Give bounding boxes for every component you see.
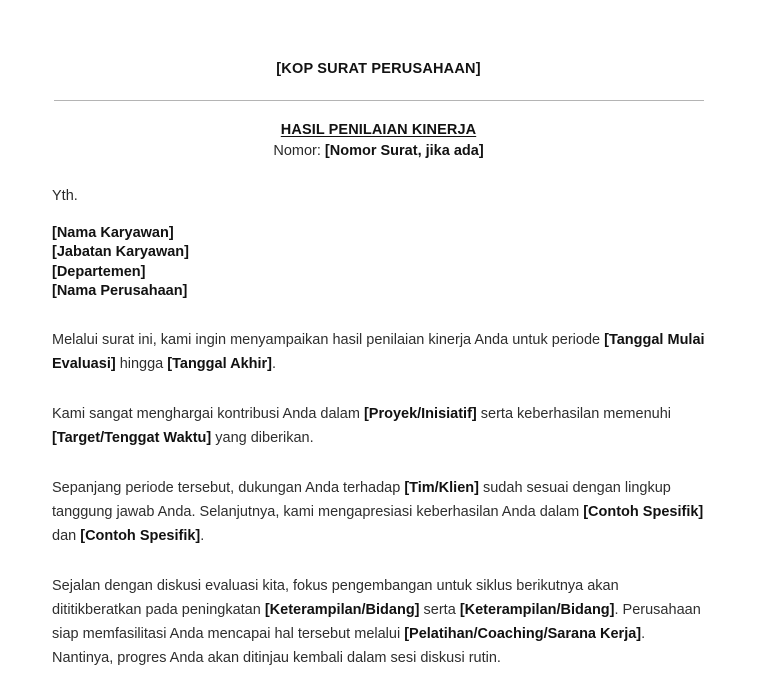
placeholder-start-date: [Tanggal Mulai Evaluasi] [52,331,705,372]
paragraph-4-text-3: . Perusahaan siap memfasilitasi Anda mencapai hal tersebut melalui [52,601,701,642]
document-number-line [52,141,705,162]
paragraph-1-text-2: hingga [115,355,168,372]
recipient-line-department: [Departemen] [52,263,146,280]
letterhead-placeholder: [KOP SURAT PERUSAHAAN] [276,61,481,77]
placeholder-specific-example-2: [Contoh Spesifik] [80,527,201,544]
body-paragraph-2 [52,402,705,450]
paragraph-4-text-1: Sejalan dengan diskusi evaluasi kita, fokus pengembangan untuk siklus berikutnya akan dititikberatkan pada peningkatan [52,577,619,618]
body-paragraph-1 [52,328,705,376]
header-divider [54,100,704,101]
paragraph-2-text-1: Kami sangat menghargai kontribusi Anda dalam [52,405,364,422]
placeholder-team-client: [Tim/Klien] [404,479,479,496]
placeholder-skill-area-2: [Keterampilan/Bidang] [459,601,615,618]
paragraph-1-text-3: . [272,355,277,372]
title-block [52,121,705,162]
paragraph-4-text-2: serta [419,601,460,618]
paragraph-3-text-3: dan [52,527,81,544]
placeholder-project: [Proyek/Inisiatif] [363,405,477,422]
paragraph-3-text-1: Sepanjang periode tersebut, dukungan Anda terhadap [52,479,405,496]
paragraph-3-text-4: . [200,527,205,544]
document-content [52,0,705,684]
paragraph-3-text-2: sudah sesuai dengan lingkup tanggung jawab Anda. Selanjutnya, kami mengapresiasi keberhasilan Anda dalam [52,479,671,520]
document-number-value: [Nomor Surat, jika ada] [324,143,484,159]
paragraph-1-text-1: Melalui surat ini, kami ingin menyampaikan hasil penilaian kinerja Anda untuk periode [52,331,605,348]
placeholder-end-date: [Tanggal Akhir] [167,355,273,372]
body-paragraph-4 [52,574,705,670]
paragraph-2-text-2: serta keberhasilan memenuhi [476,405,671,422]
body-paragraph-3 [52,476,705,548]
salutation: Yth. [52,188,78,204]
placeholder-skill-area-1: [Keterampilan/Bidang] [264,601,420,618]
paragraph-2-text-3: yang diberikan. [211,429,314,446]
paragraph-4-text-4: . Nantinya, progres Anda akan ditinjau kembali dalam sesi diskusi rutin. [52,625,646,666]
document-title: HASIL PENILAIAN KINERJA [280,122,477,138]
recipient-line-name: [Nama Karyawan] [52,225,174,241]
recipient-block [52,224,705,302]
recipient-line-company: [Nama Perusahaan] [52,283,188,300]
placeholder-training-resource: [Pelatihan/Coaching/Sarana Kerja] [404,625,642,642]
placeholder-target-deadline: [Target/Tenggat Waktu] [52,429,212,446]
placeholder-specific-example-1: [Contoh Spesifik] [583,503,704,520]
document-number-label: Nomor: [273,143,321,159]
recipient-line-position: [Jabatan Karyawan] [52,244,189,261]
